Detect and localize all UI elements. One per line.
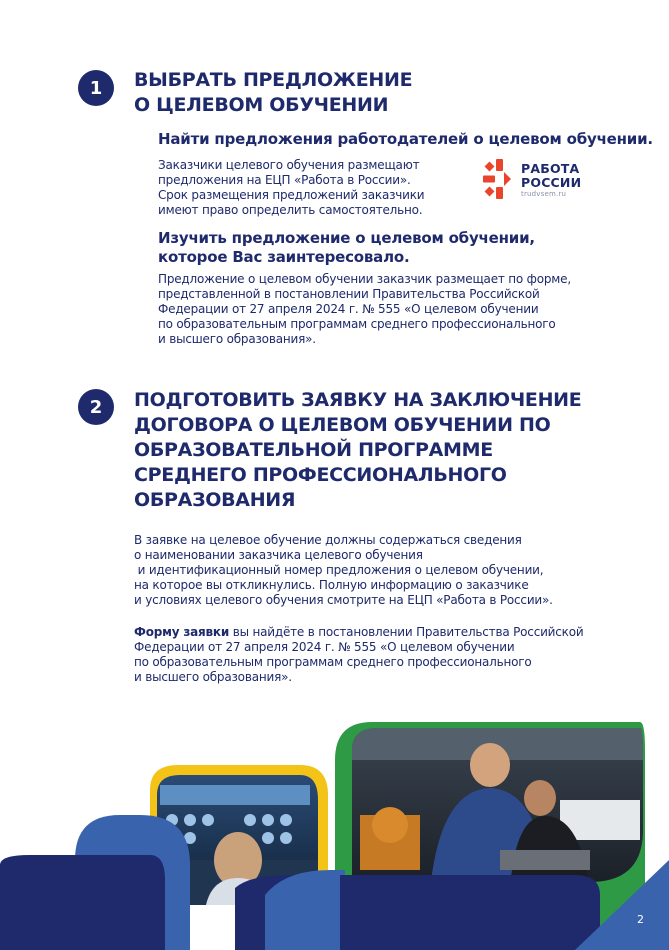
section1-title [134,68,412,118]
logo-line-1: РАБОТА [521,161,580,176]
workshop-photo [345,720,645,890]
page-number: 2 [637,913,644,926]
section2-paragraph-2: Форму заявки вы найдёте в постановлении Правительства Российской Федерации от 27 апреля 2024 г. № 555 «О целевом обучении по образовательным программам среднего профессионального и высшего образования». [134,625,584,684]
rabota-rossii-logo-mark [483,158,517,200]
rabota-rossii-logo [483,158,593,208]
navy-shape-left [0,855,165,950]
logo-line-2: РОССИИ [521,175,582,190]
section1-title-line: О ЦЕЛЕВОМ ОБУЧЕНИИ [134,94,389,116]
section1-paragraph-1: Заказчики целевого обучения размещают предложения на ЕЦП «Работа в России». Срок размещения предложений заказчики имеют право определить самостоятельно. [158,158,425,217]
step-number-1: 1 [78,70,114,106]
navy-shape-right [340,875,600,950]
section2-paragraph-1: В заявке на целевое обучение должны содержаться сведения о наименовании заказчика целевого обучения и идентификационный номер предложения о целевом обучении, на которое вы откликнулись. Полную информацию о заказчике и условиях целевого обучения смотрите на ЕЦП «Работа в России». [134,533,553,607]
decorative-footer-graphics [0,720,669,950]
section1-title-line: ВЫБРАТЬ ПРЕДЛОЖЕНИЕ [134,69,413,91]
logo-url: trudvsem.ru [521,190,567,198]
step-number-2: 2 [78,389,114,425]
section2-title: ПОДГОТОВИТЬ ЗАЯВКУ НА ЗАКЛЮЧЕНИЕ ДОГОВОРА О ЦЕЛЕВОМ ОБУЧЕНИИ ПО ОБРАЗОВАТЕЛЬНОЙ ПРОГРАММЕ СРЕДНЕГО ПРОФЕССИОНАЛЬНОГО ОБРАЗОВАНИЯ [134,389,582,511]
section1-paragraph-2: Предложение о целевом обучении заказчик размещает по форме, представленной в постановлении Правительства Российской Федерации от 27 апреля 2024 г. № 555 «О целевом обучении по образовательным программам среднего профессионального и высшего образования». [158,272,571,346]
section1-subheading-find: Найти предложения работодателей о целевом обучении. [158,130,653,148]
form-link-text: Форму заявки [134,625,230,639]
section1-subheading-study: Изучить предложение о целевом обучении, которое Вас заинтересовало. [158,229,535,266]
